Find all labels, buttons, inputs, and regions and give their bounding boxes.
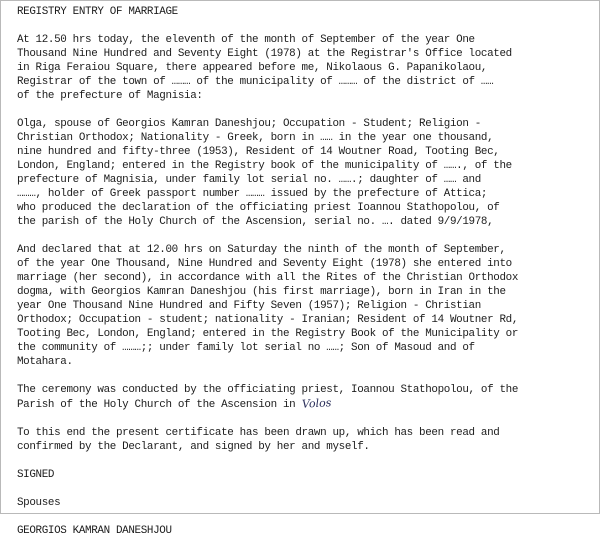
text-line: Motahara. xyxy=(17,356,73,368)
paragraph-certification xyxy=(17,426,591,454)
text-line: At 12.50 hrs today, the eleventh of the month of September of the year One xyxy=(17,34,475,46)
text-line xyxy=(17,397,591,412)
text-line: the community of ………;; under family lot serial no ……; Son of Masoud and of xyxy=(17,342,475,354)
text-line: who produced the declaration of the officiating priest Ioannou Stathopolou, of xyxy=(17,202,500,214)
text-line: London, England; entered in the Registry book of the municipality of ……., of the xyxy=(17,160,512,172)
text-line: of the year One Thousand, Nine Hundred and Seventy Eight (1978) she entered into xyxy=(17,258,512,270)
paragraph-marriage-declaration xyxy=(17,243,591,369)
text-line: ………, holder of Greek passport number ……… issued by the prefecture of Attica; xyxy=(17,188,488,200)
text-line: of the prefecture of Magnisia: xyxy=(17,90,203,102)
text-line: the parish of the Holy Church of the Ascension, serial no. …. dated 9/9/1978, xyxy=(17,216,494,228)
text-fragment: Parish of the Holy Church of the Ascension in xyxy=(17,399,302,411)
text-line: confirmed by the Declarant, and signed by her and myself. xyxy=(17,441,370,453)
handwritten-place-name: Volos xyxy=(301,396,332,411)
paragraph-bride-details xyxy=(17,117,591,229)
text-line: marriage (her second), in accordance with all the Rites of the Christian Orthodox xyxy=(17,272,519,284)
text-line: Orthodox; Occupation - student; nationality - Iranian; Resident of 14 Woutner Rd, xyxy=(17,314,519,326)
signed-label: SIGNED xyxy=(17,469,55,481)
text-line: dogma, with Georgios Kamran Daneshjou (his first marriage), born in Iran in the xyxy=(17,286,506,298)
marriage-registry-text xyxy=(17,5,591,552)
text-line: nine hundred and fifty-three (1953), Resident of 14 Woutner Road, Tooting Bec, xyxy=(17,146,500,158)
paragraph-appearance xyxy=(17,33,591,103)
text-line: And declared that at 12.00 hrs on Saturday the ninth of the month of September, xyxy=(17,244,506,256)
text-line: Olga, spouse of Georgios Kamran Daneshjou; Occupation - Student; Religion - xyxy=(17,118,481,130)
document-title: REGISTRY ENTRY OF MARRIAGE xyxy=(17,6,178,18)
text-line: The ceremony was conducted by the officiating priest, Ioannou Stathopolou, of the xyxy=(17,384,519,396)
signatory-name: GEORGIOS KAMRAN DANESHJOU xyxy=(17,525,172,537)
text-line: Tooting Bec, London, England; entered in the Registry Book of the Municipality or xyxy=(17,328,519,340)
text-line: year One Thousand Nine Hundred and Fifty Seven (1957); Religion - Christian xyxy=(17,300,481,312)
text-line: Christian Orthodox; Nationality - Greek, born in …… in the year one thousand, xyxy=(17,132,494,144)
text-line: Thousand Nine Hundred and Seventy Eight (1978) at the Registrar's Office located xyxy=(17,48,512,60)
text-line: Registrar of the town of ……… of the municipality of ……… of the district of …… xyxy=(17,76,494,88)
spouses-label: Spouses xyxy=(17,497,61,509)
paragraph-ceremony xyxy=(17,383,591,412)
text-line: prefecture of Magnisia, under family lot serial no. …….; daughter of …… and xyxy=(17,174,481,186)
text-line: in Riga Feraiou Square, there appeared before me, Nikolaous G. Papanikolaou, xyxy=(17,62,488,74)
text-line: To this end the present certificate has been drawn up, which has been read and xyxy=(17,427,500,439)
